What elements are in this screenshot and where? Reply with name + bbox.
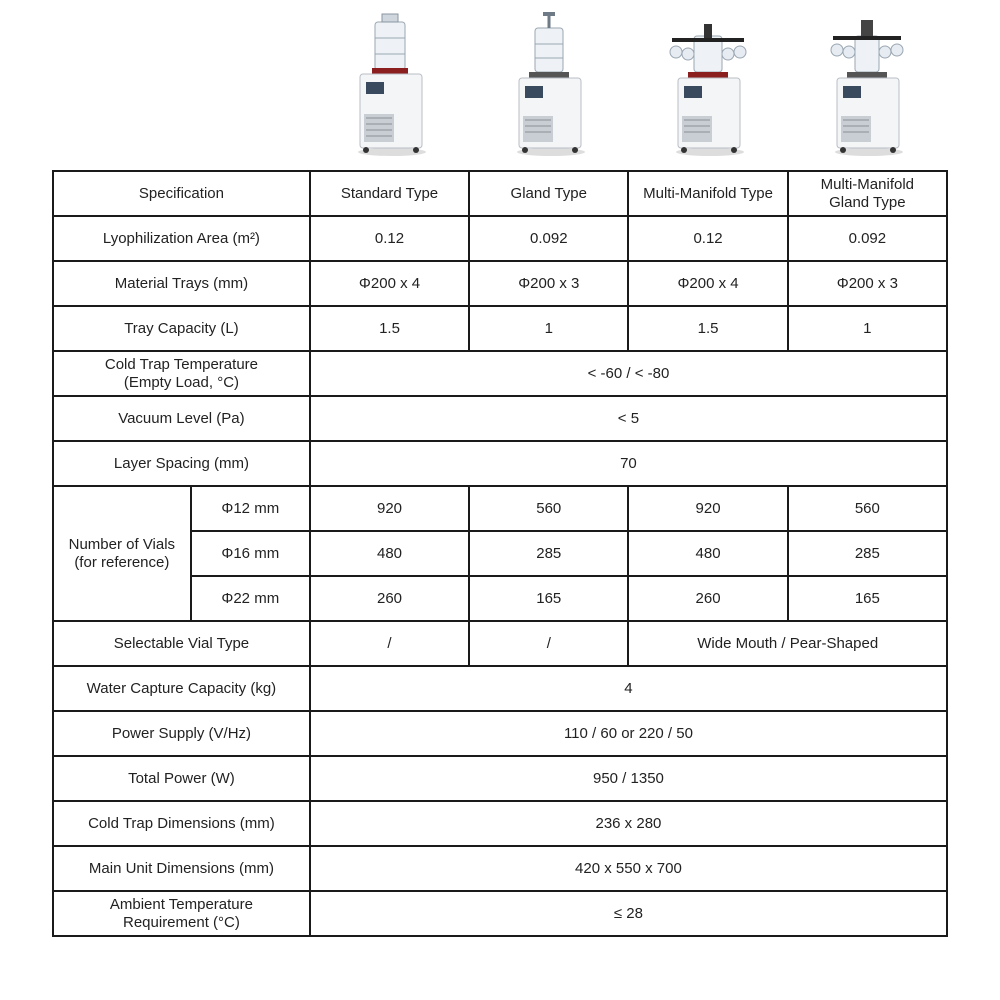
product-images bbox=[312, 10, 948, 160]
vial-size: Φ12 mm bbox=[191, 486, 310, 531]
table-row bbox=[53, 441, 947, 486]
table-row bbox=[53, 666, 947, 711]
vial-size: Φ22 mm bbox=[191, 576, 310, 621]
cell-value: 560 bbox=[469, 486, 628, 531]
table-row bbox=[53, 216, 947, 261]
cell-value: 260 bbox=[310, 576, 469, 621]
cell-value: < -60 / < -80 bbox=[310, 351, 947, 396]
row-label: Tray Capacity (L) bbox=[53, 306, 310, 351]
header-gland-type: Gland Type bbox=[469, 171, 628, 216]
header-multi-manifold-gland-type: Multi-Manifold Gland Type bbox=[788, 171, 947, 216]
cell-value: 920 bbox=[310, 486, 469, 531]
table-row bbox=[53, 846, 947, 891]
row-label: Cold Trap Temperature (Empty Load, °C) bbox=[53, 351, 310, 396]
product-image-standard bbox=[312, 10, 471, 160]
cell-value: Φ200 x 3 bbox=[469, 261, 628, 306]
table-row bbox=[53, 621, 947, 666]
row-label: Ambient Temperature Requirement (°C) bbox=[53, 891, 310, 936]
row-label: Selectable Vial Type bbox=[53, 621, 310, 666]
cell-value: 236 x 280 bbox=[310, 801, 947, 846]
row-label: Main Unit Dimensions (mm) bbox=[53, 846, 310, 891]
cell-value: Φ200 x 4 bbox=[628, 261, 787, 306]
header-multi-manifold-type: Multi-Manifold Type bbox=[628, 171, 787, 216]
header-specification: Specification bbox=[53, 171, 310, 216]
cell-value: Wide Mouth / Pear-Shaped bbox=[628, 621, 947, 666]
table-row bbox=[53, 396, 947, 441]
cell-value: 560 bbox=[788, 486, 947, 531]
table-row bbox=[53, 711, 947, 756]
row-label-vials: Number of Vials (for reference) bbox=[53, 486, 191, 621]
cell-value: / bbox=[310, 621, 469, 666]
table-header-row bbox=[53, 171, 947, 216]
cell-value: 110 / 60 or 220 / 50 bbox=[310, 711, 947, 756]
table-row bbox=[53, 756, 947, 801]
cell-value: / bbox=[469, 621, 628, 666]
row-label: Cold Trap Dimensions (mm) bbox=[53, 801, 310, 846]
row-label: Total Power (W) bbox=[53, 756, 310, 801]
cell-value: 1 bbox=[788, 306, 947, 351]
cell-value: 260 bbox=[628, 576, 787, 621]
cell-value: 480 bbox=[628, 531, 787, 576]
row-label: Power Supply (V/Hz) bbox=[53, 711, 310, 756]
row-label: Layer Spacing (mm) bbox=[53, 441, 310, 486]
cell-value: 0.12 bbox=[628, 216, 787, 261]
table-row bbox=[53, 351, 947, 396]
cell-value: 420 x 550 x 700 bbox=[310, 846, 947, 891]
cell-value: 0.092 bbox=[469, 216, 628, 261]
cell-value: 920 bbox=[628, 486, 787, 531]
table-row bbox=[53, 306, 947, 351]
cell-value: 0.092 bbox=[788, 216, 947, 261]
cell-value: 165 bbox=[469, 576, 628, 621]
cell-value: 0.12 bbox=[310, 216, 469, 261]
cell-value: Φ200 x 4 bbox=[310, 261, 469, 306]
cell-value: 285 bbox=[469, 531, 628, 576]
vial-size: Φ16 mm bbox=[191, 531, 310, 576]
cell-value: 285 bbox=[788, 531, 947, 576]
cell-value: 70 bbox=[310, 441, 947, 486]
cell-value: ≤ 28 bbox=[310, 891, 947, 936]
product-image-multi-manifold-gland bbox=[789, 10, 948, 160]
product-image-gland bbox=[471, 10, 630, 160]
product-image-multi-manifold bbox=[630, 10, 789, 160]
table-row bbox=[53, 261, 947, 306]
cell-value: < 5 bbox=[310, 396, 947, 441]
row-label: Vacuum Level (Pa) bbox=[53, 396, 310, 441]
cell-value: 1.5 bbox=[628, 306, 787, 351]
row-label: Water Capture Capacity (kg) bbox=[53, 666, 310, 711]
table-row bbox=[53, 486, 947, 531]
table-row bbox=[53, 801, 947, 846]
cell-value: 950 / 1350 bbox=[310, 756, 947, 801]
cell-value: 165 bbox=[788, 576, 947, 621]
cell-value: 4 bbox=[310, 666, 947, 711]
table-row bbox=[53, 891, 947, 936]
row-label: Lyophilization Area (m²) bbox=[53, 216, 310, 261]
header-standard-type: Standard Type bbox=[310, 171, 469, 216]
row-label: Material Trays (mm) bbox=[53, 261, 310, 306]
cell-value: 1.5 bbox=[310, 306, 469, 351]
cell-value: Φ200 x 3 bbox=[788, 261, 947, 306]
spec-table bbox=[52, 170, 948, 937]
cell-value: 1 bbox=[469, 306, 628, 351]
cell-value: 480 bbox=[310, 531, 469, 576]
